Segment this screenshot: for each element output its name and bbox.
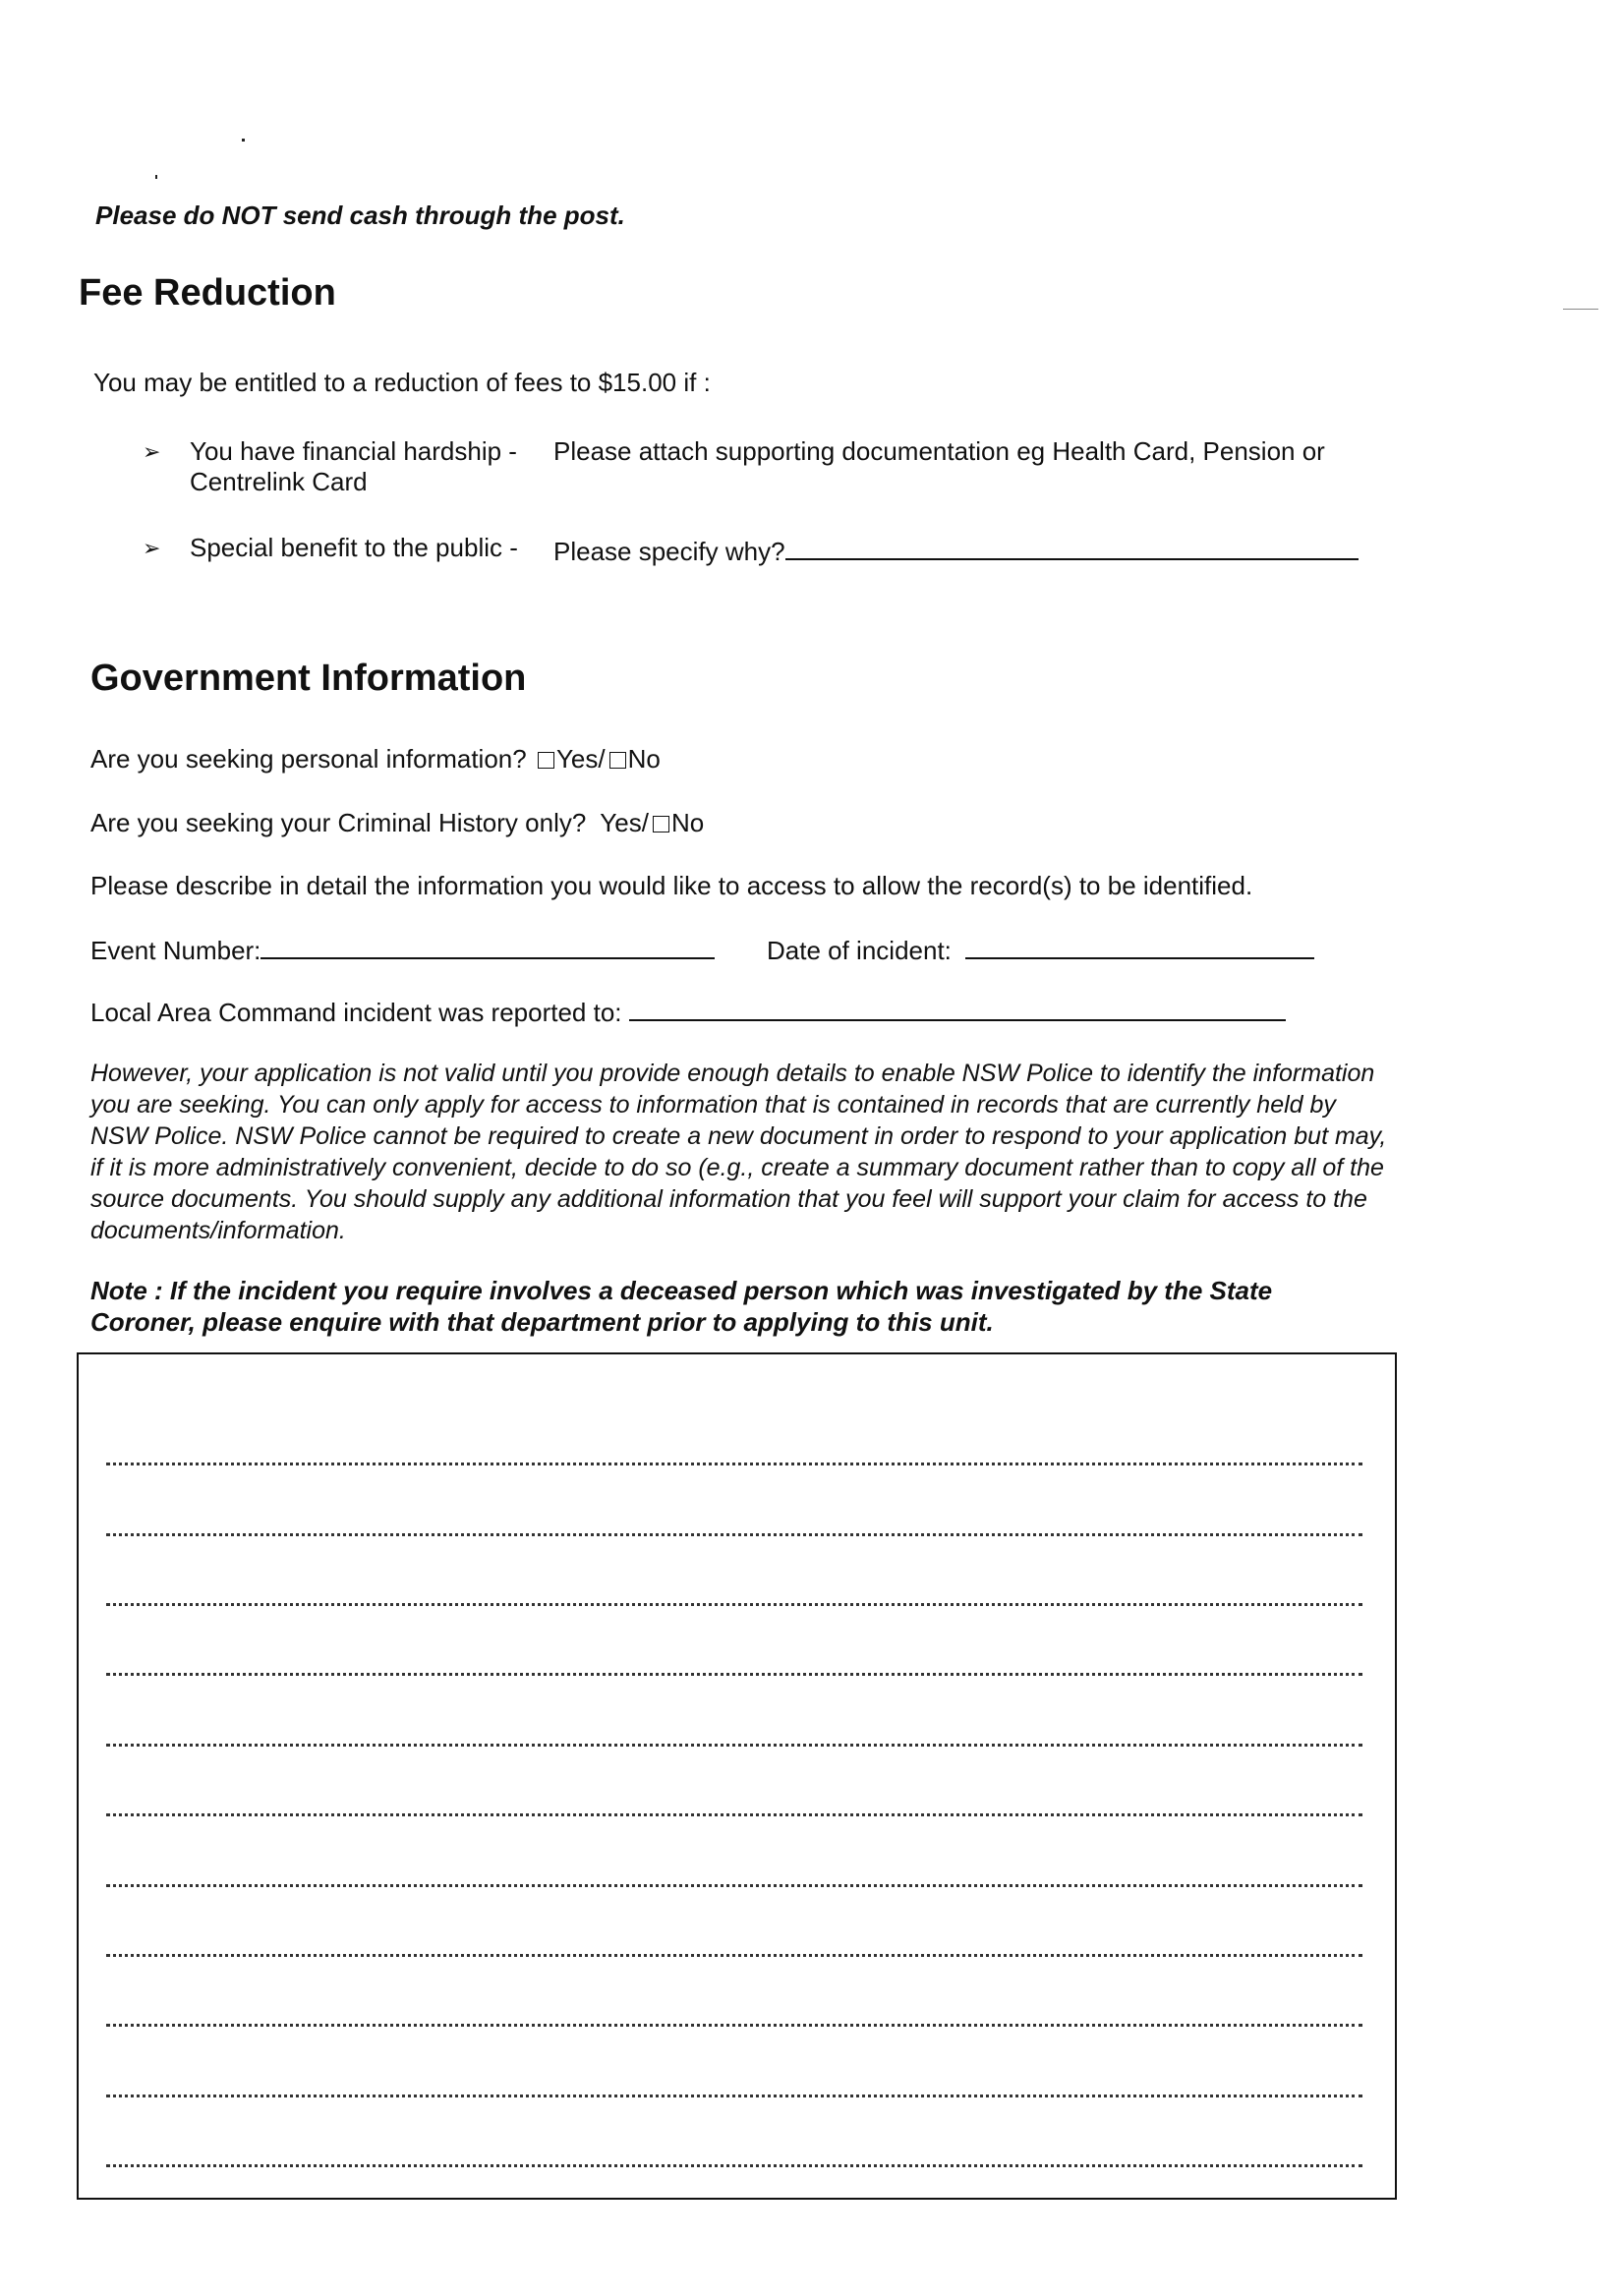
dotted-writing-line[interactable] xyxy=(106,2095,1362,2097)
date-of-incident-field[interactable] xyxy=(965,932,1314,959)
local-area-command-row xyxy=(90,994,1286,1028)
dotted-writing-line[interactable] xyxy=(106,1813,1362,1816)
personal-info-no-label: No xyxy=(627,744,661,774)
event-number-label: Event Number: xyxy=(90,936,261,965)
coroner-note: Note : If the incident you require involves a deceased person which was investigated by the State Coroner, please enquire with that department prior to applying to this unit. xyxy=(90,1276,1273,1337)
dotted-writing-line[interactable] xyxy=(106,1603,1362,1606)
date-of-incident-row xyxy=(767,932,1314,966)
criminal-history-no-label: No xyxy=(670,808,705,837)
criminal-history-question xyxy=(90,808,704,838)
dotted-writing-line[interactable] xyxy=(106,1954,1362,1957)
hardship-item xyxy=(143,436,1381,505)
details-entry-box[interactable] xyxy=(77,1352,1397,2200)
dotted-writing-line[interactable] xyxy=(106,1463,1362,1465)
public-benefit-item xyxy=(143,533,1381,572)
criminal-history-no-checkbox[interactable] xyxy=(653,816,669,832)
personal-info-yes-label: Yes/ xyxy=(555,744,606,774)
event-number-row xyxy=(90,932,715,966)
dotted-writing-line[interactable] xyxy=(106,1673,1362,1676)
dotted-writing-line[interactable] xyxy=(106,1744,1362,1747)
scan-speck xyxy=(1563,309,1598,310)
public-benefit-prompt xyxy=(553,533,1359,567)
fee-reduction-heading: Fee Reduction xyxy=(79,272,336,314)
event-number-field[interactable] xyxy=(260,932,715,959)
personal-info-question-text: Are you seeking personal information? xyxy=(90,744,527,774)
validity-paragraph: However, your application is not valid until you provide enough details to enable NSW Police to identify the information you are seeking. You can only apply for access to information that is contained in records that are currently held by NSW Police. NSW Police cannot be required to create a new document in order to respond to your application but may, if it is more administratively convenient, decide to do so (e.g., create a summary document rather than to copy all of the source documents. You should supply any additional information that you feel will support your claim for access to the documents/information. xyxy=(90,1060,1387,1244)
hardship-description: Please attach supporting documentation eg Health Card, Pension or xyxy=(553,436,1325,466)
personal-info-question xyxy=(90,744,661,775)
describe-instruction: Please describe in detail the information you would like to access to allow the record(s) to be identified. xyxy=(90,871,1253,900)
hardship-label: You have financial hardship - xyxy=(190,436,517,466)
scan-speck xyxy=(155,175,157,179)
public-benefit-reason-field[interactable] xyxy=(785,533,1359,560)
personal-info-yes-checkbox[interactable] xyxy=(538,752,554,769)
date-of-incident-label: Date of incident: xyxy=(767,936,952,965)
scan-speck xyxy=(242,139,245,142)
personal-info-no-checkbox[interactable] xyxy=(609,752,626,769)
dotted-writing-line[interactable] xyxy=(106,2024,1362,2027)
criminal-history-yes-label[interactable]: Yes/ xyxy=(600,808,649,837)
dotted-writing-line[interactable] xyxy=(106,2164,1362,2167)
fee-reduction-intro: You may be entitled to a reduction of fees to $15.00 if : xyxy=(93,368,711,397)
arrow-bullet-icon: ➢ xyxy=(143,439,161,464)
public-benefit-question: Please specify why? xyxy=(553,537,785,566)
dotted-writing-line[interactable] xyxy=(106,1884,1362,1887)
public-benefit-label: Special benefit to the public - xyxy=(190,533,518,562)
arrow-bullet-icon: ➢ xyxy=(143,536,161,560)
local-area-command-label: Local Area Command incident was reported to: xyxy=(90,998,622,1027)
government-information-heading: Government Information xyxy=(90,658,527,699)
dotted-writing-line[interactable] xyxy=(106,1533,1362,1536)
hardship-description-continued: Centrelink Card xyxy=(190,467,368,496)
cash-notice: Please do NOT send cash through the post. xyxy=(95,201,625,230)
local-area-command-field[interactable] xyxy=(629,994,1286,1021)
criminal-history-question-text: Are you seeking your Criminal History only? xyxy=(90,808,587,837)
